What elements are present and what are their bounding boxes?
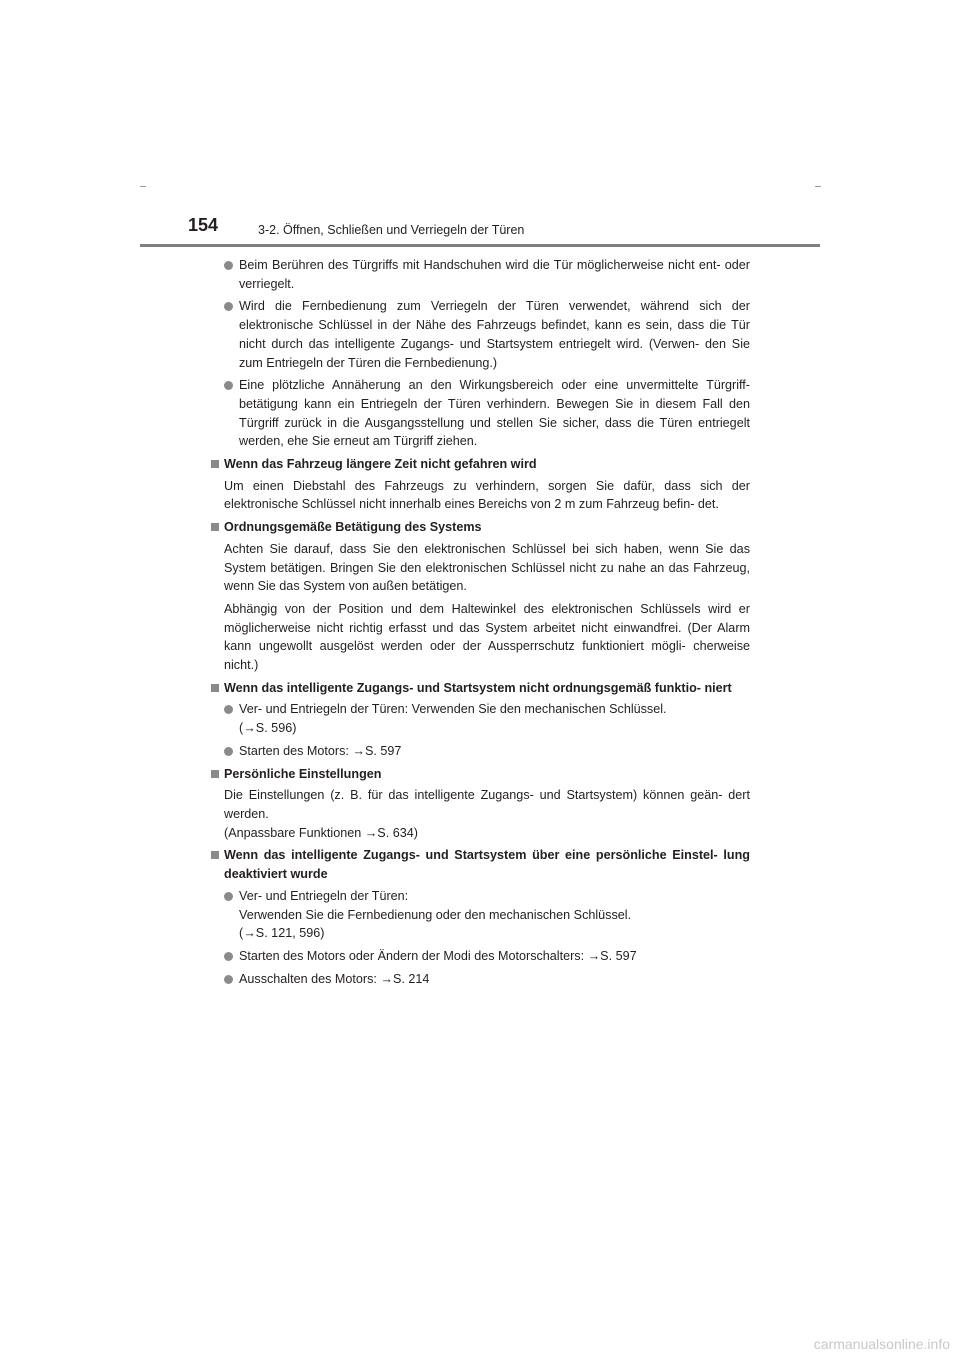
section-title: Wenn das intelligente Zugangs- und Startsystem über eine persönliche Einstel- lung deaktiviert wurde <box>224 848 750 882</box>
section-heading <box>210 455 750 474</box>
section-square-icon <box>211 523 219 531</box>
bullet-icon <box>224 952 233 961</box>
bullet-sudden-approach <box>210 376 750 451</box>
bullet-item <box>210 742 750 761</box>
bullet-text: Beim Berühren des Türgriffs mit Handschuhen wird die Tür möglicherweise nicht ent- oder verriegelt. <box>239 258 750 291</box>
bullet-item <box>210 970 750 989</box>
page-reference: (→S. 596) <box>239 721 297 736</box>
bullet-remote <box>210 297 750 372</box>
page-reference: (Anpassbare Funktionen →S. 634) <box>224 825 418 840</box>
section-heading <box>210 765 750 784</box>
bullet-item <box>210 887 750 943</box>
bullet-icon <box>224 705 233 714</box>
page-number: 154 <box>188 215 219 235</box>
section-square-icon <box>211 770 219 778</box>
bullet-text: Starten des Motors: →S. 597 <box>239 743 402 758</box>
watermark: carmanualsonline.info <box>813 1336 950 1352</box>
section-square-icon <box>211 851 219 859</box>
bullet-icon <box>224 975 233 984</box>
bullet-text: Ausschalten des Motors: →S. 214 <box>239 971 430 986</box>
page-header <box>140 214 820 244</box>
bullet-icon <box>224 892 233 901</box>
bullet-item <box>210 947 750 966</box>
section-heading <box>210 518 750 537</box>
bullet-text: Ver- und Entriegeln der Türen: Verwenden Sie den mechanischen Schlüssel. <box>239 702 667 717</box>
bullet-icon <box>224 261 233 270</box>
section-text <box>210 786 750 842</box>
bullet-text: Starten des Motors oder Ändern der Modi des Motorschalters: →S. 597 <box>239 948 637 963</box>
bullet-text: Eine plötzliche Annäherung an den Wirkungsbereich oder eine unvermittelte Türgriff- betätigung kann ein Entriegeln der Türen verhindern. Bewegen Sie in diesem Fall den Türgriff zurück in die Ausgangsstellung und stellen Sie sicher, dass die Türen entriegelt werden, ehe Sie erneut am Türgriff ziehen. <box>239 378 750 449</box>
section-heading <box>210 846 750 883</box>
bullet-icon <box>224 302 233 311</box>
section-title: Ordnungsgemäße Betätigung des Systems <box>224 520 482 535</box>
section-square-icon <box>211 460 219 468</box>
section-square-icon <box>211 684 219 692</box>
header-rule <box>140 244 820 247</box>
section-text: Achten Sie darauf, dass Sie den elektronischen Schlüssel bei sich haben, wenn Sie das System betätigen. Bringen Sie den elektronischen Schlüssel nicht zu nahe an das Fahrzeug, wenn Sie das System von außen betätigen. <box>224 541 750 594</box>
bullet-icon <box>224 747 233 756</box>
bullet-item <box>210 700 750 737</box>
section-title: Persönliche Einstellungen <box>224 766 382 781</box>
section-title: Wenn das intelligente Zugangs- und Startsystem nicht ordnungsgemäß funktio- niert <box>224 680 732 695</box>
crop-mark-left <box>140 186 146 187</box>
section-title: Wenn das Fahrzeug längere Zeit nicht gefahren wird <box>224 457 537 472</box>
page-reference: (→S. 121, 596) <box>239 926 325 941</box>
section-text: Abhängig von der Position und dem Haltewinkel des elektronischen Schlüssels wird er möglicherweise nicht richtig erfasst und das System arbeitet nicht einwandfrei. (Der Alarm kann ungewollt ausgelöst werden oder der Aussperrschutz funktioniert mögli- cherweise nicht.) <box>224 601 750 673</box>
bullet-text: Wird die Fernbedienung zum Verriegeln der Türen verwendet, während sich der elektronische Schlüssel in der Nähe des Fahrzeugs befindet, kann es sein, dass die Tür nicht durch das intelligente Zugangs- und Startsystem entriegelt wird. (Verwen- den Sie zum Entriegeln der Türen die Fernbedienung.) <box>239 299 750 370</box>
bullet-text: Verwenden Sie die Fernbedienung oder den mechanischen Schlüssel. <box>239 907 632 922</box>
page-content <box>210 256 750 992</box>
bullet-icon <box>224 381 233 390</box>
section-text-line: Die Einstellungen (z. B. für das intelligente Zugangs- und Startsystem) können geän- dert werden. <box>224 788 750 821</box>
bullet-gloves <box>210 256 750 293</box>
chapter-title: 3-2. Öffnen, Schließen und Verriegeln der Türen <box>258 223 525 237</box>
section-heading <box>210 679 750 698</box>
crop-mark-right <box>815 186 821 187</box>
section-text: Um einen Diebstahl des Fahrzeugs zu verhindern, sorgen Sie dafür, dass sich der elektronische Schlüssel nicht innerhalb eines Bereichs von 2 m zum Fahrzeug befin- det. <box>224 478 750 512</box>
bullet-text: Ver- und Entriegeln der Türen: <box>239 888 409 903</box>
